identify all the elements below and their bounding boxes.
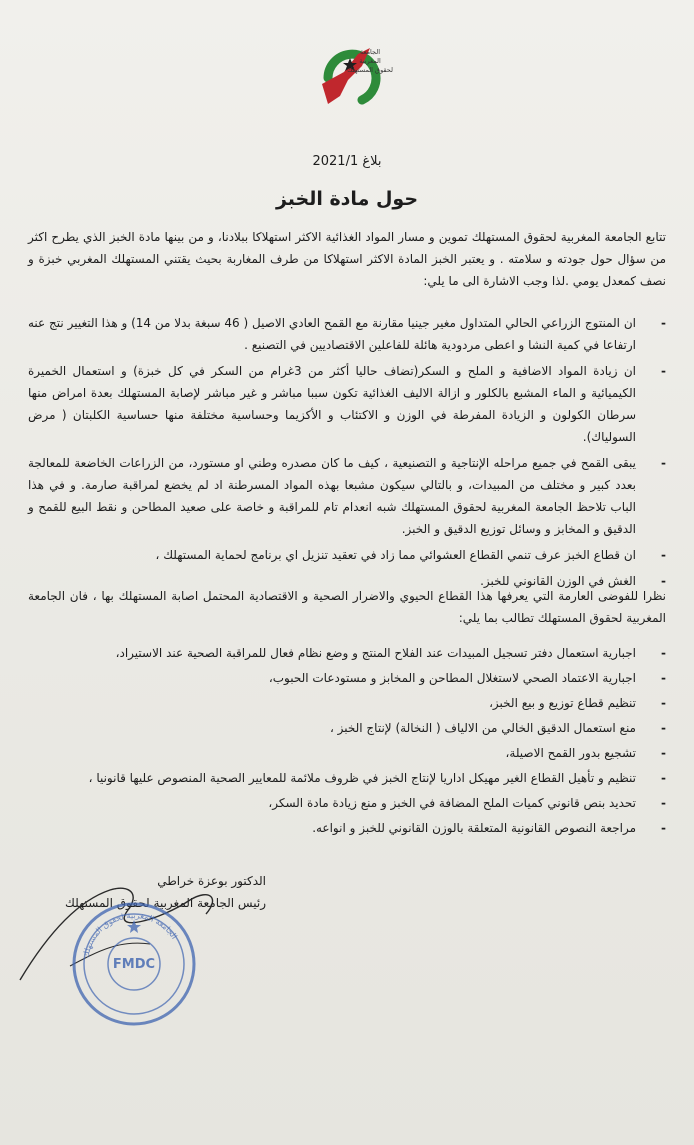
official-stamp	[68, 898, 200, 1030]
problems-list	[28, 312, 666, 596]
intro-paragraph: تتابع الجامعة المغربية لحقوق المستهلك تموين و مسار المواد الغذائية الاكثر استهلاكا ببلادنا، و من بينها مادة الخبز الذي يطرح اكثر من سؤال حول جودته و سلامته . و يعتبر الخبز المادة الاكثر استهلاكا من طرف المغاربة بحيث يقتني المستهلك المغربي خبزة و نصف كمعدل يومي .لذا وجب الاشارة الى ما يلي:	[28, 230, 666, 288]
demand-item: - تنظيم و تأهيل القطاع الغير مهيكل اداريا لإنتاج الخبز في ظروف ملائمة للمعايير الصحية المنصوص عليها قانونيا ،	[28, 767, 666, 789]
seal-ring-text: الجامعة المغربية لحقوق المستهلك	[81, 910, 179, 959]
demand-item: - تشجيع بدور القمح الاصيلة،	[28, 742, 666, 764]
logo-caption	[340, 48, 400, 75]
problem-item: - الغش في الوزن القانوني للخبز.	[28, 570, 666, 592]
demands-list	[28, 642, 666, 842]
problem-item: - ان المنتوج الزراعي الحالي المتداول مغير جينيا مقارنة مع القمح العادي الاصيل ( 46 سبغة بدلا من 14) و هذا التغيير نتج عنه ارتفاعا في كمية النشا و اعطى مردودية هائلة للفاعلين الاقتصاديين في التصنيع .	[28, 312, 666, 356]
seal-center-text: FMDC	[112, 957, 156, 972]
signatory-role: رئيس الجامعة المغربية لحقوق المستهلك	[65, 896, 266, 910]
demand-item: - منع استعمال الدقيق الخالي من الالياف ( النخالة) لإنتاج الخبز ،	[28, 717, 666, 739]
logo-caption-line: الجامعة	[359, 48, 381, 56]
document-title: حول مادة الخبز	[275, 188, 419, 210]
demand-item: - اجبارية الاعتماد الصحي لاستغلال المطاحن و المخابز و مستودعات الحبوب،	[28, 667, 666, 689]
demand-item: - مراجعة النصوص القانونية المتعلقة بالوزن القانوني للخبز و انواعه.	[28, 817, 666, 839]
problem-item: - يبقى القمح في جميع مراحله الإنتاجية و التصنيعية ، كيف ما كان مصدره وطني او مستورد، من الزراعات الخاضعة للمعالجة بعدد كبير و مختلف من المبيدات، و بالتالي سيكون مشبعا بهذه المواد المسرطنة اد لم يخضع لمراقبة صارمة. و في هذا الباب تلاحظ الجامعة المغربية لحقوق المستهلك شبه انعدام تام للمراقبة و خاصة على صعيد المطاحن و نقط البيع للقمح و الدقيق و المخابز و وسائل توزيع الدقيق و الخبز.	[28, 452, 666, 540]
demand-item: - تنظيم قطاع توزيع و بيع الخبز،	[28, 692, 666, 714]
demand-item: - اجبارية استعمال دفتر تسجيل المبيدات عند الفلاح المنتج و وضع نظام فعال للمراقبة الصحية عند الاستيراد،	[28, 642, 666, 664]
logo-caption-line: المغربية	[359, 57, 381, 65]
seal-star-icon	[127, 920, 141, 933]
demand-item: - تحديد بنص قانوني كميات الملح المضافة في الخبز و منع زيادة مادة السكر،	[28, 792, 666, 814]
document-number: بلاغ 2021/1	[312, 154, 382, 169]
problem-item: - ان قطاع الخبز عرف تنمي القطاع العشوائي مما زاد في تعقيد تنزيل اي برنامج لحماية المستهلك ،	[28, 544, 666, 566]
signatory-name: الدكتور بوعزة خراطي	[157, 874, 266, 888]
logo-caption-line: لحقوق المستهلك	[347, 66, 393, 74]
problem-item: - ان زيادة المواد الاضافية و الملح و السكر(تضاف حاليا أكثر من 3غرام من السكر في كل خبزة) و استعمال الخميرة الكيميائية و الماء المشبع بالكلور و ازالة الاليف الغذائية تكون سببا مباشر و غير مباشر لإصابة المستهلك بعدة امراض منها سرطان الكولون و الزيادة المفرطة في الوزن و الاكتئاب و الأكزيما وحساسية مختلفة منها حساسية الكلبتان ( مرض السولياك).	[28, 360, 666, 448]
closing-paragraph: نظرا للفوضى العارمة التي يعرفها هذا القطاع الحيوي والاضرار الصحية و الاقتصادية المحتمل اصابة المستهلك بها ، فان الجامعة المغربية لحقوق المستهلك تطالب بما يلي:	[28, 589, 666, 625]
